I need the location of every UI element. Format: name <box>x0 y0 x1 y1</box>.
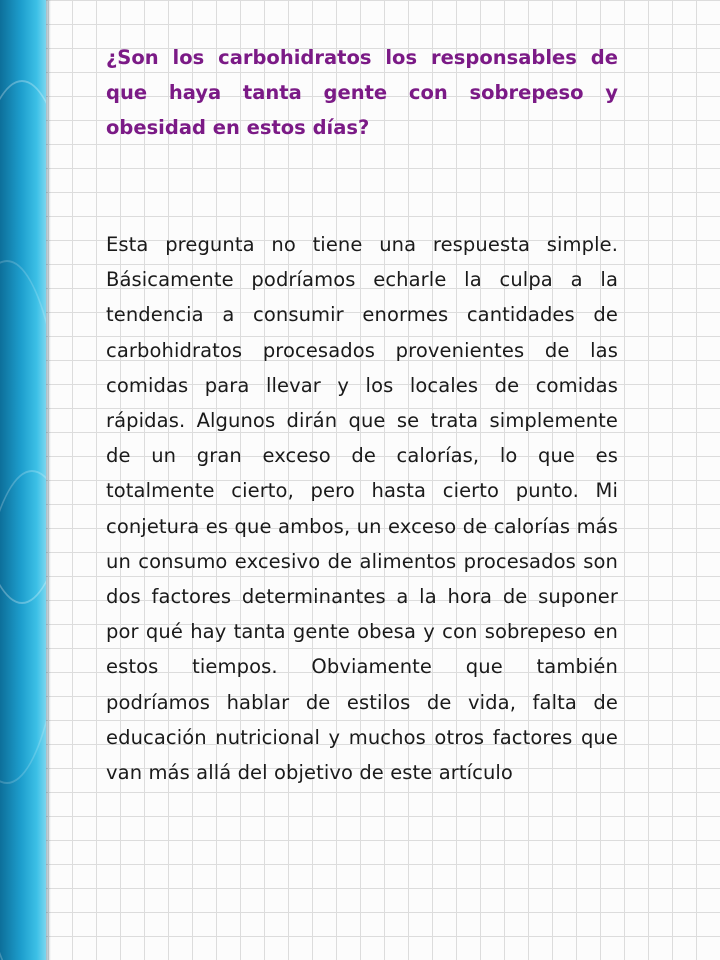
side-band-shadow <box>46 0 51 960</box>
body-paragraph: Esta pregunta no tiene una respuesta simple. Básicamente podríamos echarle la culpa a la tendencia a consumir enormes cantidades de carbohidratos procesados provenientes de las comidas para llevar y los locales de comidas rápidas. Algunos dirán que se trata simplemente de un gran exceso de calorías, lo que es totalmente cierto, pero hasta cierto punto. Mi conjetura es que ambos, un exceso de calorías más un consumo excesivo de alimentos procesados son dos factores determinantes a la hora de suponer por qué hay tanta gente obesa y con sobrepeso en estos tiempos. Obviamente que también podríamos hablar de estilos de vida, falta de educación nutricional y muchos otros factores que van más allá del objetivo de este artículo <box>106 233 618 785</box>
question-heading: ¿Son los carbohidratos los responsables de que haya tanta gente con sobrepeso y obesidad en estos días? <box>106 46 618 139</box>
side-decoration-band <box>0 0 46 960</box>
slide-content <box>106 40 618 790</box>
decorative-wave <box>0 470 46 960</box>
